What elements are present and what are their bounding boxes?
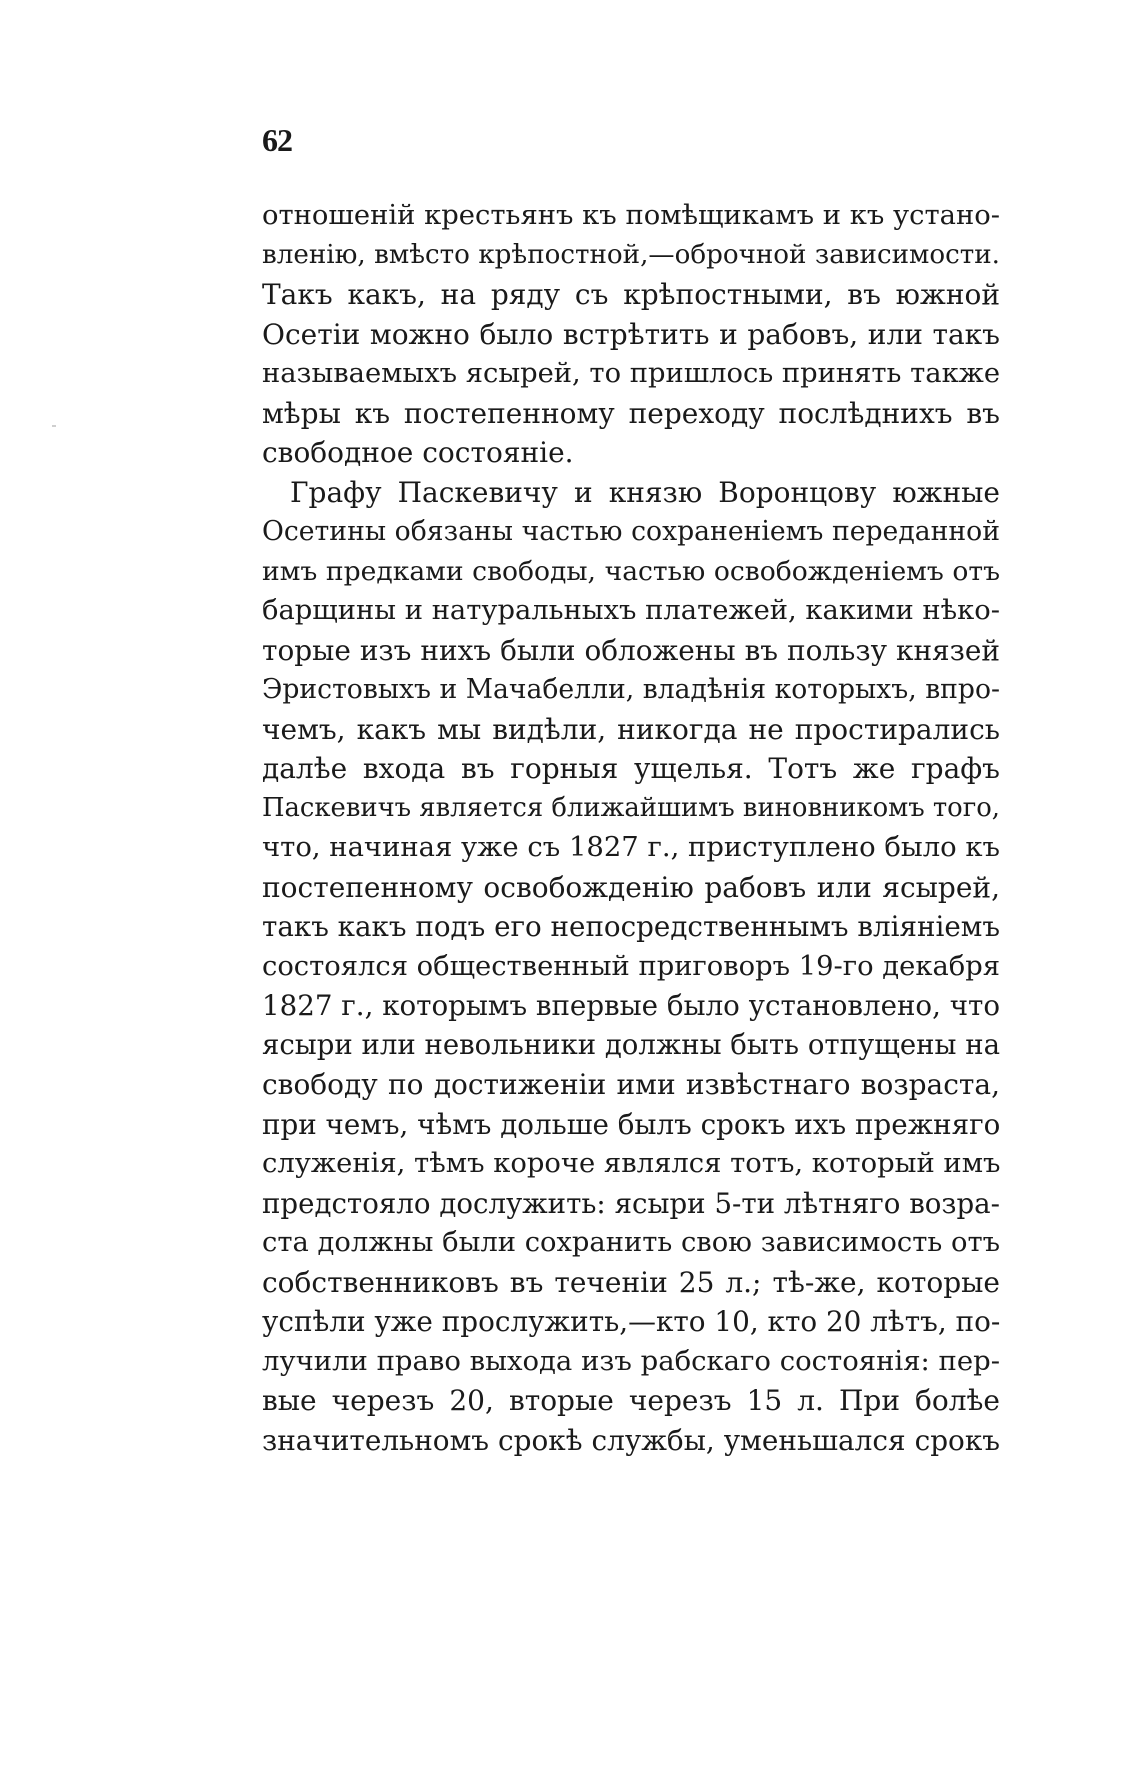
- text-line: барщины и натуральныхъ платежей, какими нѣко-: [262, 595, 1000, 626]
- text-line: 1827 г., которымъ впервые было установлено, что: [262, 989, 1000, 1022]
- text-line: состоялся общественный приговоръ 19-го декабря: [262, 950, 1000, 982]
- text-line: мѣры къ постепенному переходу послѣднихъ въ: [262, 396, 1000, 430]
- paragraph-2: [262, 473, 1000, 1461]
- text-line: Паскевичъ является ближайшимъ виновникомъ того,: [262, 792, 1000, 823]
- text-line: Графу Паскевичу и князю Воронцову южные: [290, 475, 1000, 509]
- text-line: отношеній крестьянъ къ помѣщикамъ и къ устано-: [262, 200, 1000, 231]
- text-line: далѣе входа въ горныя ущелья. Тотъ же графъ: [262, 752, 1000, 785]
- text-line: вленію, вмѣсто крѣпостной,—оброчной зависимости.: [262, 239, 1000, 270]
- text-line: Осетины обязаны частью сохраненіемъ переданной: [262, 516, 1000, 547]
- text-line: торые изъ нихъ были обложены въ пользу князей: [262, 633, 1000, 667]
- text-line: что, начиная уже съ 1827 г., приступлено было къ: [262, 832, 1000, 863]
- text-line: ясыри или невольники должны быть отпущены на: [262, 1028, 1000, 1061]
- margin-mark: [52, 425, 56, 427]
- text-line: вые черезъ 20, вторые черезъ 15 л. При болѣе: [262, 1384, 1000, 1417]
- text-line: успѣли уже прослужить,—кто 10, кто 20 лѣтъ, по-: [262, 1305, 1001, 1338]
- paragraph-1: [262, 196, 1000, 473]
- text-line: предстояло дослужить: ясыри 5-ти лѣтняго возра-: [262, 1186, 1000, 1220]
- page-number: 62: [262, 122, 292, 158]
- text-line: имъ предками свободы, частью освобожденіемъ отъ: [262, 555, 1000, 587]
- text-line: собственниковъ въ теченіи 25 л.; тѣ-же, которые: [262, 1265, 1000, 1299]
- text-line: такъ какъ подъ его непосредственнымъ вліяніемъ: [262, 910, 1000, 943]
- text-line: значительномъ срокѣ службы, уменьшался срокъ: [262, 1423, 1000, 1457]
- text-line: свободу по достиженіи ими извѣстнаго возраста,: [262, 1068, 1000, 1101]
- text-line: постепенному освобожденію рабовъ или ясырей,: [262, 870, 1000, 904]
- text-line: свободное состояніе.: [262, 436, 574, 469]
- text-line: при чемъ, чѣмъ дольше былъ срокъ ихъ прежняго: [262, 1107, 1001, 1141]
- text-line: лучили право выхода изъ рабскаго состоянія: пер-: [262, 1344, 1000, 1377]
- text-line: ста должны были сохранить свою зависимость отъ: [262, 1227, 1000, 1258]
- text-line: чемъ, какъ мы видѣли, никогда не простирались: [262, 712, 1000, 746]
- body-text: [262, 196, 1000, 1460]
- text-line: Осетіи можно было встрѣтить и рабовъ, или такъ: [262, 317, 1000, 351]
- text-line: служенія, тѣмъ короче являлся тотъ, который имъ: [262, 1148, 1001, 1179]
- text-line: Такъ какъ, на ряду съ крѣпостными, въ южной: [262, 278, 1000, 311]
- text-line: Эристовыхъ и Мачабелли, владѣнія которыхъ, впро-: [262, 674, 1000, 705]
- text-line: называемыхъ ясырей, то пришлось принять также: [262, 358, 1001, 389]
